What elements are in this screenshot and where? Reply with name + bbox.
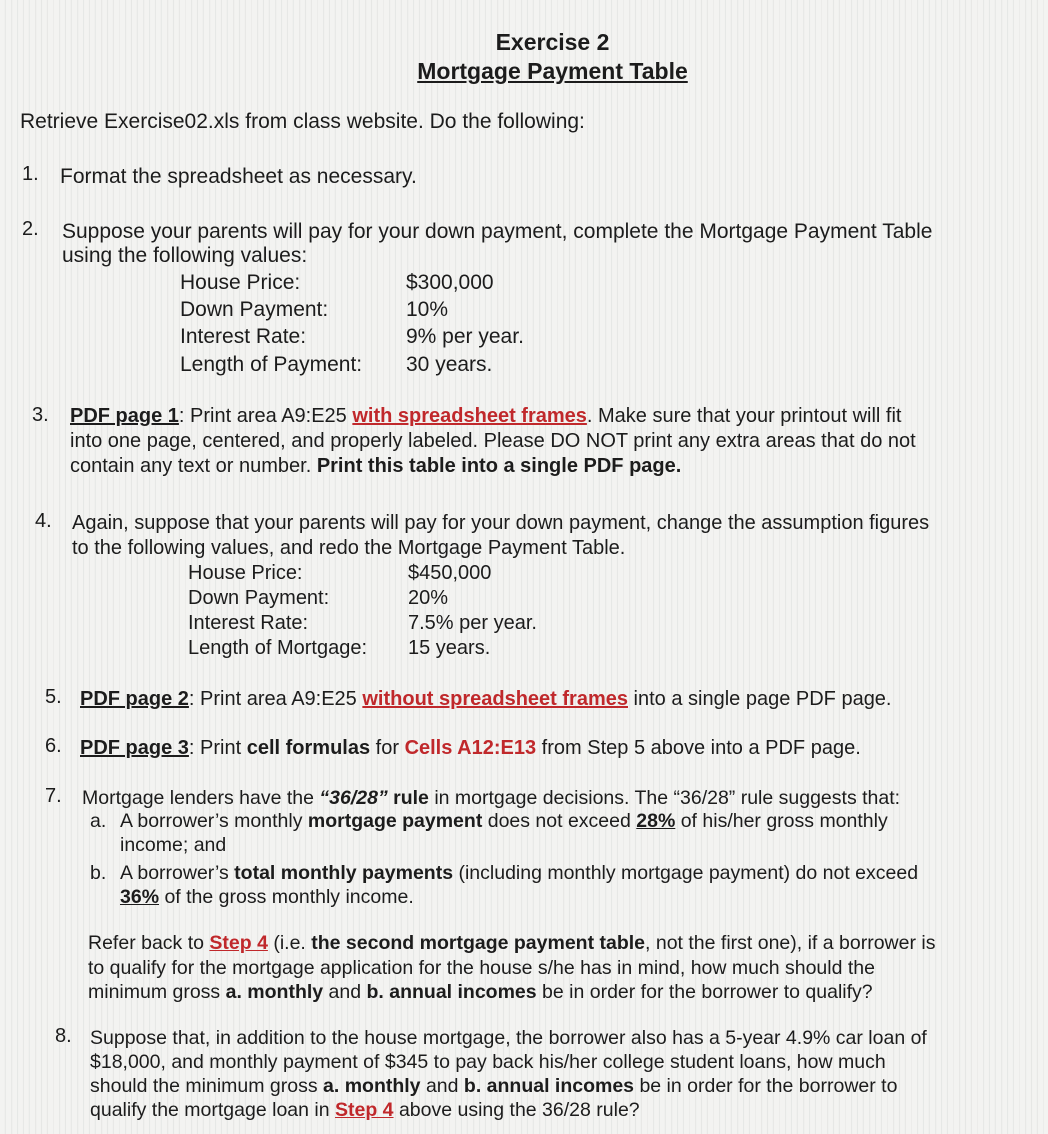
refer-line-1 (88, 932, 935, 955)
annual-incomes-text: b. annual incomes (366, 981, 537, 1003)
item-5-number: 5. (45, 686, 62, 708)
item-8-line-3 (90, 1075, 897, 1098)
item-7-text-b: in mortgage decisions. The “36/28” rule suggests that: (428, 787, 901, 809)
intro-text: Retrieve Exercise02.xls from class website. Do the following: (20, 110, 585, 133)
with-frames-text: with spreadsheet frames (352, 405, 587, 427)
percent-28-text: 28% (636, 810, 676, 832)
pdf-page-1-label: PDF page 1 (70, 405, 179, 427)
item-2-line-1: Suppose your parents will pay for your down payment, complete the Mortgage Payment Table (62, 220, 933, 243)
item-1-number: 1. (22, 163, 39, 185)
item-8-number: 8. (55, 1025, 72, 1047)
value-amount: 7.5% per year. (408, 612, 537, 634)
item-8-text-d: qualify the mortgage loan in (90, 1099, 335, 1121)
value-label: House Price: (180, 271, 301, 294)
item-7b-letter: b. (90, 862, 107, 884)
value-label: Interest Rate: (180, 325, 307, 348)
percent-36-text: 36% (120, 886, 160, 908)
rule-word-text: rule (387, 787, 429, 809)
item-7-line-1 (82, 787, 900, 810)
item-7b-text-1: A borrower’s (120, 862, 235, 884)
cell-formulas-text: cell formulas (246, 737, 371, 759)
value-label: Interest Rate: (188, 612, 309, 634)
value-amount: $450,000 (408, 562, 492, 584)
item-7a-line-2: income; and (120, 834, 227, 856)
item-7a-text-1: A borrower’s monthly (120, 810, 308, 832)
item-8-text-b: and (420, 1075, 464, 1097)
item-3-text-b: . Make sure that your printout will fit (586, 405, 902, 427)
item-6-text-a: : Print (188, 737, 247, 759)
refer-line-2: to qualify for the mortgage application for the house s/he has in mind, how much should the (88, 957, 875, 979)
item-2-line-2: using the following values: (62, 244, 308, 267)
item-2-number: 2. (22, 218, 39, 240)
item-7-text-a: Mortgage lenders have the (82, 787, 320, 809)
cells-range-text: Cells A12:E13 (404, 737, 537, 759)
item-8-line-2: $18,000, and monthly payment of $345 to pay back his/her college student loans, how much (90, 1051, 886, 1073)
monthly-text: a. monthly (323, 1075, 421, 1097)
item-6-text-b: for (370, 737, 405, 759)
item-1-text: Format the spreadsheet as necessary. (60, 165, 417, 188)
second-table-text: the second mortgage payment table (311, 932, 646, 954)
value-label: Down Payment: (188, 587, 330, 609)
item-7a-letter: a. (90, 810, 107, 832)
annual-incomes-text: b. annual incomes (463, 1075, 635, 1097)
document-subtitle: Mortgage Payment Table (417, 58, 688, 84)
value-label: Length of Payment: (180, 353, 363, 376)
item-6-number: 6. (45, 735, 62, 757)
pdf-page-3-label: PDF page 3 (80, 737, 189, 759)
refer-text-2: (i.e. (267, 932, 312, 954)
without-frames-text: without spreadsheet frames (362, 688, 628, 710)
item-3-number: 3. (32, 404, 49, 426)
item-5-text-b: into a single page PDF page. (627, 688, 892, 710)
item-3-line-2: into one page, centered, and properly labeled. Please DO NOT print any extra areas that do not (70, 430, 916, 452)
item-8-line-4 (90, 1099, 640, 1122)
item-4-number: 4. (35, 510, 52, 532)
refer-text-6: be in order for the borrower to qualify? (536, 981, 873, 1003)
item-8-text-a: should the minimum gross (90, 1075, 324, 1097)
monthly-text: a. monthly (225, 981, 324, 1003)
item-3-text-a: : Print area A9:E25 (178, 405, 353, 427)
item-4-line-1: Again, suppose that your parents will pay for your down payment, change the assumption figures (72, 512, 930, 534)
rule-3628-text: “36/28” (319, 787, 388, 809)
value-amount: 30 years. (406, 353, 493, 376)
mortgage-payment-text: mortgage payment (307, 810, 483, 832)
value-label: House Price: (188, 562, 303, 584)
refer-text-5: and (323, 981, 367, 1003)
item-3-emphasis: Print this table into a single PDF page. (316, 455, 682, 477)
document-title: Exercise 2 (495, 29, 610, 55)
refer-text-3: , not the first one), if a borrower is (645, 932, 936, 954)
refer-line-3 (88, 981, 873, 1004)
value-amount: 15 years. (408, 637, 491, 659)
item-7a-text-3: of his/her gross monthly (675, 810, 888, 832)
item-5-line-1 (80, 688, 892, 711)
step-4-link: Step 4 (335, 1099, 394, 1121)
value-amount: 20% (408, 587, 449, 609)
item-7b-text-3: of the gross monthly income. (159, 886, 414, 908)
item-5-text-a: : Print area A9:E25 (188, 688, 363, 710)
refer-text-4: minimum gross (88, 981, 226, 1003)
total-monthly-payments-text: total monthly payments (234, 862, 454, 884)
item-6-line-1 (80, 737, 861, 760)
item-7b-line-1 (120, 862, 918, 885)
item-4-line-2: to the following values, and redo the Mortgage Payment Table. (72, 537, 626, 559)
refer-text-1: Refer back to (88, 932, 210, 954)
item-7a-line-1 (120, 810, 888, 833)
item-8-text-c: be in order for the borrower to (634, 1075, 898, 1097)
value-amount: 10% (406, 298, 449, 321)
item-3-line-3 (70, 455, 681, 478)
value-amount: 9% per year. (406, 325, 524, 348)
item-3-line-1 (70, 405, 901, 428)
item-6-text-c: from Step 5 above into a PDF page. (536, 737, 861, 759)
pdf-page-2-label: PDF page 2 (80, 688, 189, 710)
item-7b-text-2: (including monthly mortgage payment) do not exceed (453, 862, 919, 884)
value-label: Length of Mortgage: (188, 637, 368, 659)
value-amount: $300,000 (406, 271, 494, 294)
value-label: Down Payment: (180, 298, 329, 321)
step-4-link: Step 4 (209, 932, 268, 954)
item-7-number: 7. (45, 785, 62, 807)
item-7b-line-2 (120, 886, 414, 909)
item-3-text-c: contain any text or number. (70, 455, 317, 477)
item-8-line-1: Suppose that, in addition to the house mortgage, the borrower also has a 5-year 4.9% car loan of (90, 1027, 927, 1049)
item-7a-text-2: does not exceed (482, 810, 637, 832)
item-8-text-e: above using the 36/28 rule? (393, 1099, 640, 1121)
